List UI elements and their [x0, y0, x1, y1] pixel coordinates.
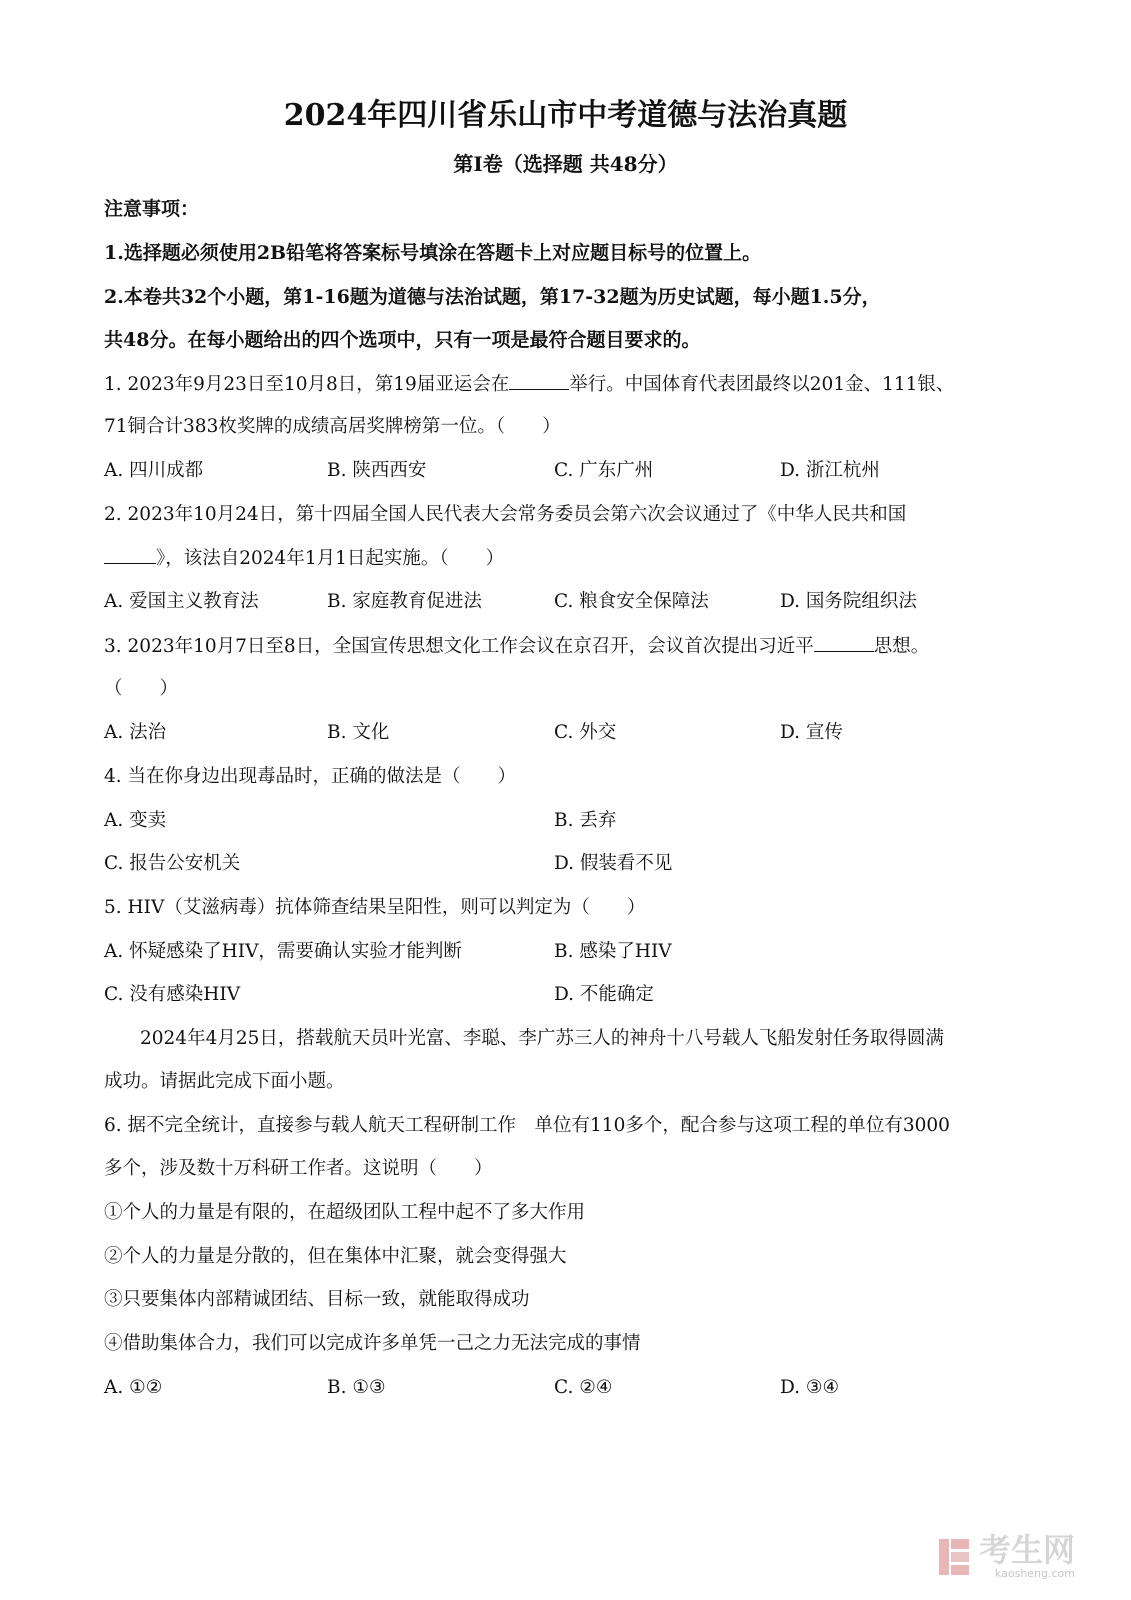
q2-option-d: D. 国务院组织法 [780, 591, 917, 612]
watermark [937, 1533, 1075, 1580]
q4-option-a: A. 变卖 [104, 810, 167, 831]
q2-option-c: C. 粮食安全保障法 [554, 591, 709, 612]
question-3-text-b: 思想。 [873, 636, 930, 657]
q6-statement-2: ②个人的力量是分散的，但在集体中汇聚，就会变得强大 [104, 1246, 567, 1267]
note-2-line-2: 共48分。在每小题给出的四个选项中，只有一项是最符合题目要求的。 [104, 329, 701, 351]
question-1-text-a: 1. 2023年9月23日至10月8日，第19届亚运会在 [104, 374, 510, 395]
note-2-line-1: 2.本卷共32个小题，第1-16题为道德与法治试题，第17-32题为历史试题，每小题1.5分， [104, 286, 881, 308]
question-1-text-b: 举行。中国体育代表团最终以201金、111银、 [569, 374, 955, 395]
question-2-line-2 [104, 545, 1034, 572]
watermark-text: 考生网 [978, 1531, 1075, 1569]
question-4-line-1: 4. 当在你身边出现毒品时，正确的做法是（ ） [104, 766, 517, 787]
page-title: 2024年四川省乐山市中考道德与法治真题 [283, 98, 848, 133]
q4-option-c: C. 报告公安机关 [104, 853, 241, 874]
passage-line-2: 成功。请据此完成下面小题。 [104, 1071, 345, 1092]
question-2-line-1: 2. 2023年10月24日，第十四届全国人民代表大会常务委员会第六次会议通过了《中华人民共和国 [104, 504, 907, 525]
answer-blank [509, 371, 569, 390]
question-1-line-2: 71铜合计383枚奖牌的成绩高居奖牌榜第一位。（ ） [104, 416, 561, 437]
watermark-url: kaosheng.com [994, 1567, 1075, 1580]
q6-option-d: D. ③④ [780, 1377, 840, 1398]
q3-option-b: B. 文化 [327, 722, 390, 743]
question-2-text-b: 》，该法自2024年1月1日起实施。（ ） [156, 548, 505, 569]
q6-option-c: C. ②④ [554, 1377, 613, 1398]
question-1-line-1 [104, 371, 1034, 398]
q3-option-a: A. 法治 [104, 722, 167, 743]
question-6-line-2: 多个，涉及数十万科研工作者。这说明（ ） [104, 1158, 493, 1179]
watermark-logo-icon [937, 1537, 971, 1577]
q1-option-d: D. 浙江杭州 [780, 460, 880, 481]
q4-option-b: B. 丢弃 [554, 810, 617, 831]
question-3-line-2: （ ） [104, 678, 179, 699]
q6-statement-3: ③只要集体内部精诚团结、目标一致，就能取得成功 [104, 1289, 530, 1310]
q5-option-a: A. 怀疑感染了HIV，需要确认实验才能判断 [104, 941, 462, 962]
passage-line-1: 2024年4月25日，搭载航天员叶光富、李聪、李广苏三人的神舟十八号载人飞船发射任务取得圆满 [140, 1028, 944, 1049]
question-3-line-1 [104, 633, 1034, 660]
q5-option-c: C. 没有感染HIV [104, 984, 241, 1005]
watermark-text-block [979, 1533, 1075, 1580]
q1-option-a: A. 四川成都 [104, 460, 204, 481]
q6-option-b: B. ①③ [327, 1377, 386, 1398]
answer-blank [814, 633, 874, 652]
q2-option-a: A. 爱国主义教育法 [104, 591, 259, 612]
q1-option-b: B. 陕西西安 [327, 460, 427, 481]
q4-option-d: D. 假装看不见 [554, 853, 673, 874]
q1-option-c: C. 广东广州 [554, 460, 654, 481]
answer-blank [104, 545, 156, 564]
notes-heading: 注意事项： [104, 198, 200, 220]
q3-option-c: C. 外交 [554, 722, 617, 743]
question-6-line-1: 6. 据不完全统计，直接参与载人航天工程研制工作 单位有110多个，配合参与这项工程的单位有3000 [104, 1115, 950, 1136]
section-subtitle: 第Ⅰ卷（选择题 共48分） [453, 152, 678, 176]
q2-option-b: B. 家庭教育促进法 [327, 591, 482, 612]
note-1: 1.选择题必须使用2B铅笔将答案标号填涂在答题卡上对应题目标号的位置上。 [104, 242, 762, 264]
q6-statement-4: ④借助集体合力，我们可以完成许多单凭一己之力无法完成的事情 [104, 1333, 641, 1354]
question-5-line-1: 5. HIV（艾滋病毒）抗体筛查结果呈阳性，则可以判定为（ ） [104, 897, 646, 918]
q5-option-b: B. 感染了HIV [554, 941, 672, 962]
question-3-text-a: 3. 2023年10月7日至8日，全国宣传思想文化工作会议在京召开，会议首次提出习近平 [104, 636, 814, 657]
q6-option-a: A. ①② [104, 1377, 163, 1398]
q3-option-d: D. 宣传 [780, 722, 843, 743]
q5-option-d: D. 不能确定 [554, 984, 654, 1005]
q6-statement-1: ①个人的力量是有限的，在超级团队工程中起不了多大作用 [104, 1202, 586, 1223]
